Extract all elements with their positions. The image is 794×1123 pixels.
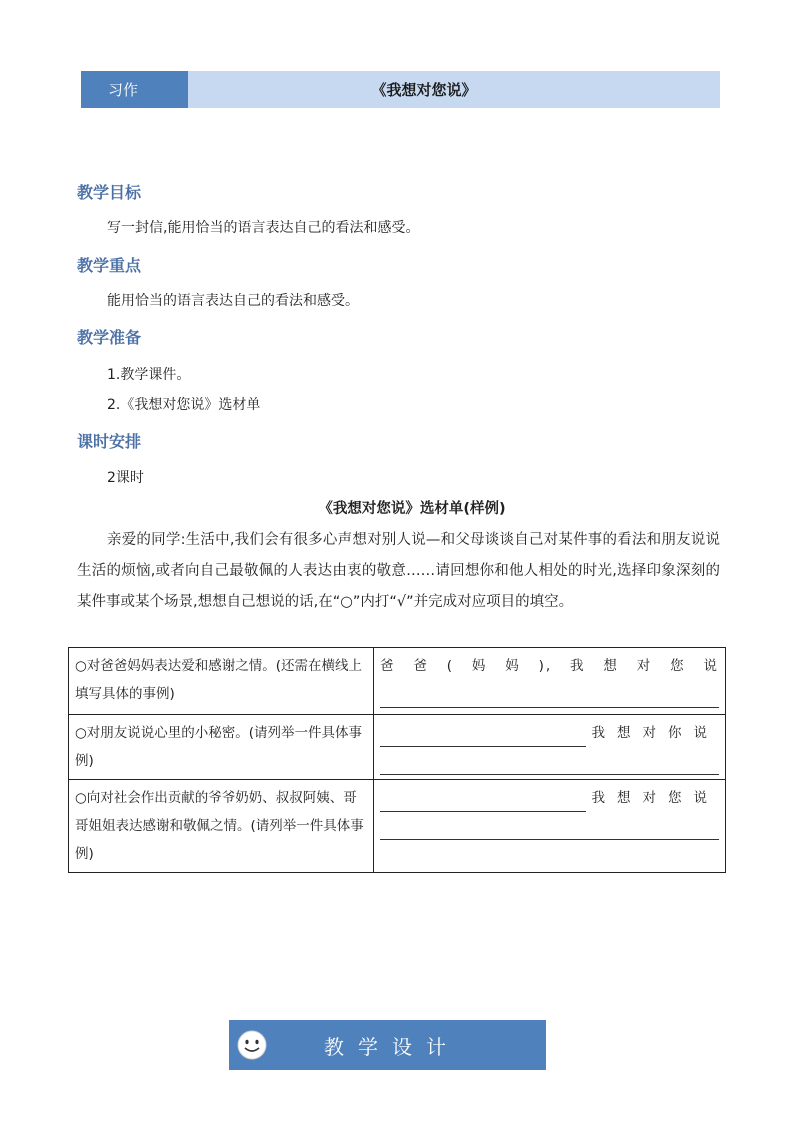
smiley-icon [236, 1029, 268, 1061]
option-cell[interactable]: ○向对社会作出贡献的爷爷奶奶、叔叔阿姨、哥哥姐姐表达感谢和敬佩之情。(请列举一件具体事例) [69, 780, 374, 873]
heading-preparation: 教学准备 [77, 328, 142, 347]
option-cell[interactable]: ○对爸爸妈妈表达爱和感谢之情。(还需在横线上填写具体的事例) [69, 648, 374, 715]
fill-cell[interactable] [374, 780, 726, 873]
footer-banner [229, 1020, 546, 1070]
sheet-title: 《我想对您说》选材单(样例) [318, 501, 506, 517]
preparation-item-2: 2.《我想对您说》选材单 [107, 397, 261, 413]
footer-label: 教学设计 [324, 1034, 460, 1059]
header-tag: 习作 [81, 71, 188, 108]
fill-blank[interactable] [380, 821, 719, 840]
header-title: 《我想对您说》 [188, 71, 720, 108]
fill-blank[interactable] [380, 793, 586, 812]
schedule-text: 2课时 [107, 470, 144, 486]
fill-blank[interactable] [380, 689, 719, 708]
heading-schedule: 课时安排 [77, 432, 142, 451]
header-bar [81, 71, 720, 108]
table-row [69, 780, 726, 873]
table-row [69, 715, 726, 780]
fill-blank[interactable] [380, 728, 586, 747]
heading-goals: 教学目标 [77, 183, 142, 202]
key-points-text: 能用恰当的语言表达自己的看法和感受。 [107, 293, 359, 309]
fill-tail-text: 我想对你说 [591, 725, 719, 741]
fill-cell[interactable] [374, 715, 726, 780]
preparation-item-1: 1.教学课件。 [107, 367, 191, 383]
goals-text: 写一封信,能用恰当的语言表达自己的看法和感受。 [107, 220, 420, 236]
fill-cell[interactable] [374, 648, 726, 715]
table-row [69, 648, 726, 715]
option-cell[interactable]: ○对朋友说说心里的小秘密。(请列举一件具体事例) [69, 715, 374, 780]
fill-tail-text: 我想对您说 [591, 790, 719, 806]
heading-key-points: 教学重点 [77, 256, 142, 275]
sheet-intro: 亲爱的同学:生活中,我们会有很多心声想对别人说—和父母谈谈自己对某件事的看法和朋友说说生活的烦恼,或者向自己最敬佩的人表达由衷的敬意……请回想你和他人相处的时光,选择印象深刻的某件事或某个场景,想想自己想说的话,在“○”内打“√”并完成对应项目的填空。 [77, 532, 720, 610]
selection-table [68, 647, 726, 873]
fill-blank[interactable] [380, 756, 719, 775]
fill-lead-text: 爸爸(妈妈),我想对您说 [380, 658, 719, 674]
